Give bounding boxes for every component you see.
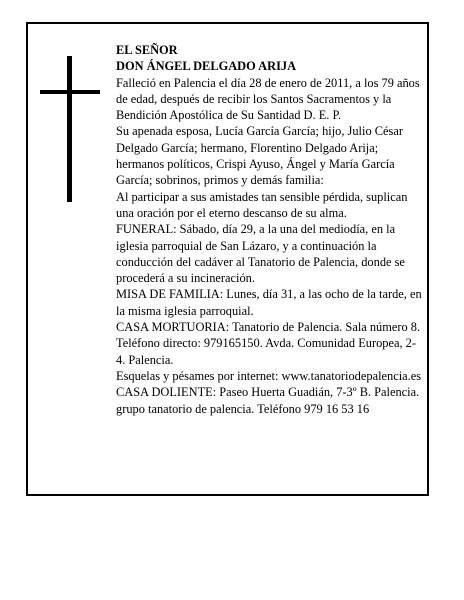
notice-text [116, 42, 424, 417]
family-home-paragraph: CASA DOLIENTE: Paseo Huerta Guadián, 7-3º B. Palencia. [116, 385, 420, 400]
funeral-home-paragraph: CASA MORTUORIA: Tanatorio de Palencia. Sala número 8. Teléfono directo: 979165150. Avda. Comunidad Europea, 2-4. Palencia. [116, 320, 421, 367]
cross-icon [40, 56, 100, 202]
family-mass-paragraph: MISA DE FAMILIA: Lunes, día 31, a las ocho de la tarde, en la misma iglesia parroquial. [116, 287, 422, 318]
prayer-paragraph: Al participar a sus amistades tan sensible pérdida, suplican una oración por el eterno descanso de su alma. [116, 189, 408, 220]
death-paragraph: Falleció en Palencia el día 28 de enero de 2011, a los 79 años de edad, después de recibir los Santos Sacramentos y la Bendición Apostólica de Su Santidad D. E. P. [116, 75, 420, 123]
title-line-2: DON ÁNGEL DELGADO ARIJA [116, 59, 297, 74]
funeral-paragraph: FUNERAL: Sábado, día 29, a la una del mediodía, en la iglesia parroquial de San Lázaro, y a continuación la conducción del cadáver al Tanatorio de Palencia, donde se procederá a su incineración. [116, 222, 405, 286]
internet-condolences-paragraph: Esquelas y pésames por internet: www.tanatoriodepalencia.es [116, 368, 422, 383]
cross-vertical-bar [67, 56, 72, 202]
footer-paragraph: grupo tanatorio de palencia. Teléfono 979 16 53 16 [116, 401, 370, 416]
cross-horizontal-bar [40, 90, 100, 94]
title-line-1: EL SEÑOR [116, 43, 178, 57]
family-paragraph: Su apenada esposa, Lucía García García; hijo, Julio César Delgado García; hermano, Florentino Delgado Arija; hermanos políticos, Crispi Ayuso, Ángel y María García García; sobrinos, primos y demás familia: [116, 124, 403, 188]
obituary-notice [26, 22, 429, 496]
